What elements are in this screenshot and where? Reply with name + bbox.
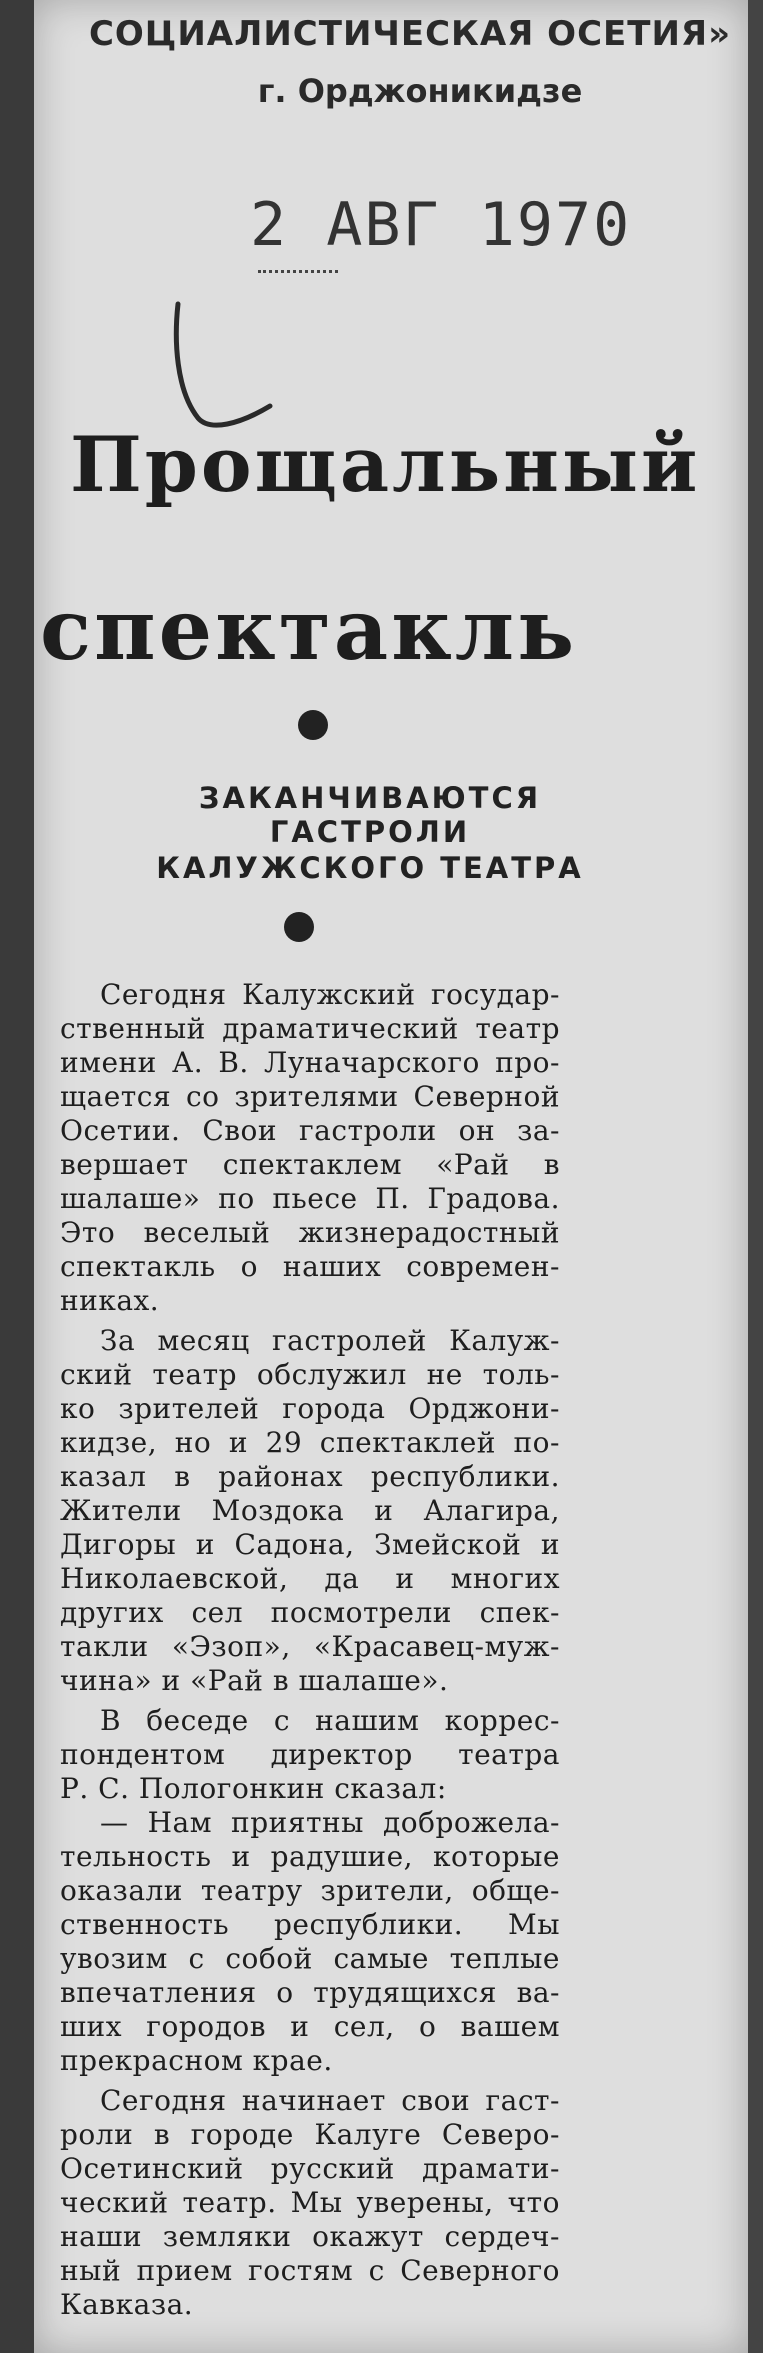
body-line: казал в районах республики. — [60, 1460, 560, 1493]
body-line: прекрасном крае. — [60, 2044, 333, 2077]
bullet-dot-icon — [284, 912, 314, 942]
body-line: спектакль о наших современ- — [60, 1250, 560, 1283]
body-line: Кавказа. — [60, 2288, 194, 2321]
body-line: других сел посмотрели спек- — [60, 1596, 560, 1629]
subheading-line-1: ЗАКАНЧИВАЮТСЯ — [198, 781, 542, 815]
body-line: наши земляки окажут сердеч- — [60, 2220, 560, 2253]
body-line: чина» и «Рай в шалаше». — [60, 1664, 449, 1697]
stamp-underline — [258, 270, 338, 279]
body-line: тельность и радушие, которые — [60, 1840, 560, 1873]
newspaper-name: СОЦИАЛИСТИЧЕСКАЯ ОСЕТИЯ» — [88, 14, 732, 54]
body-line: оказали театру зрители, обще- — [60, 1874, 560, 1907]
body-line: никах. — [60, 1284, 160, 1317]
subheading-line-3: КАЛУЖСКОГО ТЕАТРА — [156, 851, 584, 885]
body-line: имени А. В. Луначарского про- — [60, 1046, 560, 1079]
body-line: шалаше» по пьесе П. Градова. — [60, 1182, 560, 1215]
body-line: пондентом директор театра — [60, 1738, 560, 1771]
body-line: кидзе, но и 29 спектаклей по- — [60, 1426, 560, 1459]
bullet-dot-icon — [298, 710, 328, 740]
body-line: ко зрителей города Орджони- — [60, 1392, 560, 1425]
body-line: впечатления о трудящихся ва- — [60, 1976, 560, 2009]
body-line: ный прием гостям с Северного — [60, 2254, 560, 2287]
date-stamp: 2 АВГ 1970 — [250, 190, 632, 260]
body-line: увозим с собой самые теплые — [60, 1942, 560, 1975]
body-line: В беседе с нашим коррес- — [100, 1704, 560, 1737]
newspaper-city: г. Орджоникидзе — [257, 72, 583, 110]
body-line: щается со зрителями Северной — [60, 1080, 560, 1113]
body-line: — Нам приятны доброжела- — [100, 1806, 560, 1839]
headline-line-2: спектакль — [40, 580, 578, 679]
body-line: Сегодня начинает свои гаст- — [100, 2084, 560, 2117]
body-line: Р. С. Пологонкин сказал: — [60, 1772, 447, 1805]
body-line: Жители Моздока и Алагира, — [60, 1494, 560, 1527]
body-line: Николаевской, да и многих — [60, 1562, 560, 1595]
body-line: ский театр обслужил не толь- — [60, 1358, 560, 1391]
body-line: ших городов и сел, о вашем — [60, 2010, 560, 2043]
body-line: ственность республики. Мы — [60, 1908, 560, 1941]
body-line: такли «Эзоп», «Красавец-муж- — [60, 1630, 560, 1663]
scan-border-right — [748, 0, 763, 2353]
pencil-mark-icon — [170, 300, 290, 440]
body-line: Осетинский русский драмати- — [60, 2152, 560, 2185]
body-line: ческий театр. Мы уверены, что — [60, 2186, 560, 2219]
body-line: роли в городе Калуге Северо- — [60, 2118, 560, 2151]
body-line: Сегодня Калужский государ- — [100, 978, 560, 1011]
body-line: вершает спектаклем «Рай в — [60, 1148, 560, 1181]
body-line: Дигоры и Садона, Змейской и — [60, 1528, 560, 1561]
headline-line-1: Прощальный — [70, 420, 701, 509]
body-line: Это веселый жизнерадостный — [60, 1216, 560, 1249]
body-line: Осетии. Свои гастроли он за- — [60, 1114, 560, 1147]
subheading-line-2: ГАСТРОЛИ — [269, 815, 471, 849]
scan-border-left — [0, 0, 34, 2353]
body-line: За месяц гастролей Калуж- — [100, 1324, 560, 1357]
body-line: ственный драматический театр — [60, 1012, 560, 1045]
